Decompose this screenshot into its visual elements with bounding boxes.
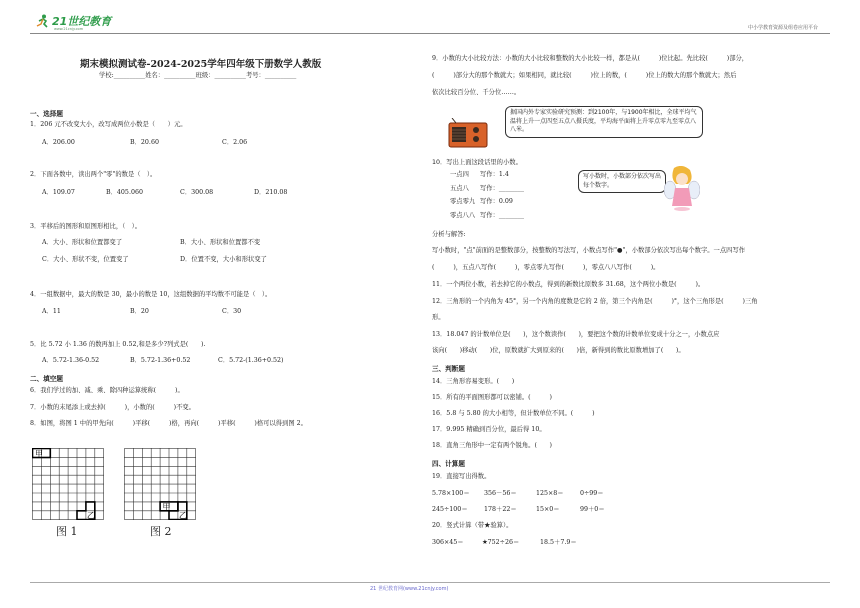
header-rule [30,33,830,34]
logo [36,12,116,34]
figure-1-caption: 图 1 [56,525,78,538]
question-12-line-1: 12．三角形的一个内角为 45°，另一个内角的度数是它的 2 倍，第三个内角是( )°，这个三角形是( )三角 [432,298,758,305]
question-19: 19．直接写出得数。 [432,473,491,480]
platform-name: 中小学教育资源及组卷应用平台 [747,25,818,31]
decimal-row-4: 零点八八 写作：________ [450,211,525,219]
question-2: 2．下面各数中，读出两个"零"的数是（ ）。 [30,171,157,178]
question-8: 8．如图，将图 1 中的甲先向( )平移( )格，再向( )平移( )格可以得到图 2。 [30,420,307,427]
page-title: 期末模拟测试卷-2024-2025学年四年级下册数学人教版 [80,59,322,70]
q1-option-a[interactable]: A．206.00 [42,139,75,146]
footer-link[interactable]: 21 世纪教育网(www.21cnjy.com) [370,586,449,592]
question-17: 17．9.995 精确到百分位，最后得 10。 [432,426,546,433]
section-calc: 四、计算题 [432,460,465,468]
figure-2-grid [124,448,196,520]
section-fill: 二、填空题 [30,375,63,383]
logo-runner-icon [36,14,50,28]
question-13-line-2: 该向( )移动( )位，原数就扩大到原来的( )倍，新得到的数比原数增加了( )。 [432,347,685,354]
calc-row-2: 245÷100＝ 178＋22＝ 15×0＝ 99＋0＝ [432,506,605,513]
fig2-jia-label: 甲 [162,502,171,512]
q4-option-a[interactable]: A．11 [42,308,61,315]
hint-text: 写小数时，小数部分依次写出每个数字。 [583,173,662,189]
question-6: 6．我们学过的加、减、乘、除四种运算统称( )。 [30,387,184,394]
fig2-yi-label: 乙 [179,511,187,520]
figure-2-caption: 图 2 [150,525,172,538]
analysis-line-2: ( )，五点八写作( )，零点零九写作( )，零点八八写作( )。 [432,264,660,271]
q2-option-b[interactable]: B．405.060 [106,189,143,196]
q1-option-b[interactable]: B．20.60 [130,139,159,146]
hint-bubble [578,170,666,193]
forecast-bubble [505,106,703,138]
question-4: 4．一组数据中，最大的数是 30，最小的数是 10，这组数据的平均数不可能是（ ）。 [30,291,272,298]
question-20: 20．竖式计算（带★验算）。 [432,522,513,529]
question-13-line-1: 13．18.047 的计数单位是( )，这个数读作( )，要把这个数的计数单位变成十分之一，小数点应 [432,331,720,338]
fig1-jia-label: 甲 [35,449,43,459]
q3-option-a[interactable]: A．大小、形状和位置都变了 [42,239,123,246]
fig1-yi-label: 乙 [87,511,95,520]
q3-option-d[interactable]: D．位置不变，大小和形状变了 [180,256,267,263]
question-11: 11．一个两位小数，若去掉它的小数点，得到的新数比原数多 31.68，这个两位小数是( )。 [432,281,705,288]
q3-option-c[interactable]: C．大小、形状不变，位置变了 [42,256,129,263]
angel-icon [664,166,700,212]
logo-url: www.21cnjy.com [54,27,84,31]
figure-1-grid [32,448,104,520]
question-9-line-2: ( )部分大的那个数就大；如果相同，就比较( )位上的数，( )位上的数大的那个数就大；然后 [432,72,737,79]
logo-text: 21世纪教育 [52,15,112,28]
question-15: 15．所有的平面图形都可以密铺。( ) [432,394,552,401]
forecast-text: 据国内外专家实验研究预测：到2100年，与1900年相比，全球平均气温将上升一点四至五点八摄氏度，平均海平面将上升零点零九至零点八八米。 [510,109,697,133]
decimal-row-3: 零点零九 写作：0.09 [450,198,513,205]
radio-icon [448,118,488,148]
student-info-line: 学校:__________姓名：__________班级：__________考号：__________ [99,72,297,79]
question-18: 18．直角三角形中一定有两个锐角。( ) [432,442,552,449]
q5-option-c[interactable]: C．5.72-(1.36+0.52) [218,357,284,364]
decimal-row-2: 五点八 写作：________ [450,184,525,192]
decimal-row-1: 一点四 写作：1.4 [450,171,509,178]
calc-row-1: 5.78×100＝ 356－56＝ 125×8＝ 0÷99＝ [432,490,604,497]
question-5: 5．比 5.72 小 1.36 的数再加上 0.52,和是多少?列式是( ). [30,341,206,348]
decimal-list [450,171,524,225]
question-14: 14．三角形容易变形。( ) [432,378,515,385]
analysis-line-1: 写小数时，"点"前面的是整数部分，按整数的写法写，小数点写作"●"，小数部分依次写出每个数字。一点四写作 [432,247,746,254]
q2-option-c[interactable]: C．300.08 [180,189,214,196]
q5-option-a[interactable]: A．5.72-1.36-0.52 [42,357,100,364]
question-16: 16．5.8 与 5.80 的大小相等，但计数单位不同。( ) [432,410,595,417]
question-9-line-1: 9．小数的大小比较方法：小数的大小比较和整数的大小比较一样，都是从( )位比起。先比较( )部分， [432,55,749,62]
question-10: 10．写出上面这段话里的小数。 [432,159,522,166]
question-9-line-3: 依次比较百分位、千分位……。 [432,89,521,96]
q3-option-b[interactable]: B．大小、形状和位置都不变 [180,239,261,246]
question-3: 3．平移后的图形和原图形相比，（ ）。 [30,223,142,230]
q4-option-b[interactable]: B．20 [130,308,149,315]
q4-option-c[interactable]: C．30 [222,308,242,315]
footer-rule [30,582,830,583]
q2-option-a[interactable]: A．109.07 [42,189,75,196]
q1-option-c[interactable]: C．2.06 [222,139,248,146]
question-7: 7．小数的末尾添上或去掉( )，小数的( )不变。 [30,404,195,411]
question-12-line-2: 形。 [432,314,445,321]
question-1: 1．206 元不改变大小，改写成两位小数是（ ）元。 [30,121,187,128]
analysis-label: 分析与解答: [432,231,466,238]
section-judge: 三、判断题 [432,365,465,373]
calc-row-3: 306×45＝ ★752÷26＝ 18.5＋7.9＝ [432,539,577,546]
section-choice: 一、选择题 [30,110,63,118]
q2-option-d[interactable]: D．210.08 [254,189,288,196]
q5-option-b[interactable]: B．5.72-1.36+0.52 [130,357,191,364]
